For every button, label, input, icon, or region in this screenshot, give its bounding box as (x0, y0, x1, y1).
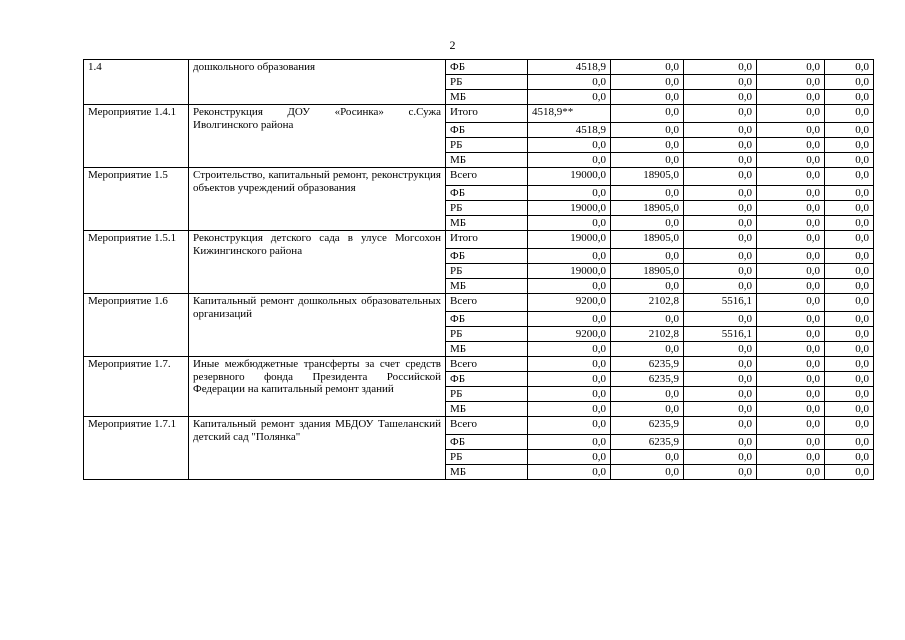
amount-cell-year-3: 0,0 (684, 435, 757, 450)
table-row (84, 417, 874, 435)
amount-cell-year-3: 0,0 (684, 357, 757, 372)
amount-cell-year-2: 0,0 (611, 153, 684, 168)
amount-cell-year-1: 0,0 (528, 312, 611, 327)
amount-cell-year-4: 0,0 (757, 249, 825, 264)
funding-source: МБ (446, 342, 528, 357)
amount-cell-year-1: 0,0 (528, 138, 611, 153)
amount-cell-year-3: 0,0 (684, 264, 757, 279)
measure-code: Мероприятие 1.5.1 (84, 231, 189, 294)
amount-cell-year-1: 0,0 (528, 435, 611, 450)
amount-cell-year-2: 2102,8 (611, 327, 684, 342)
budget-table (83, 59, 874, 480)
amount-cell-year-4: 0,0 (757, 402, 825, 417)
amount-cell-year-4: 0,0 (757, 312, 825, 327)
amount-cell-year-1: 0,0 (528, 342, 611, 357)
funding-source: РБ (446, 387, 528, 402)
amount-cell-year-4: 0,0 (757, 435, 825, 450)
amount-cell-year-3: 0,0 (684, 216, 757, 231)
amount-cell-year-3: 0,0 (684, 342, 757, 357)
amount-cell-year-5: 0,0 (825, 417, 874, 435)
amount-cell-year-3: 0,0 (684, 168, 757, 186)
amount-cell-year-4: 0,0 (757, 279, 825, 294)
amount-cell-year-4: 0,0 (757, 123, 825, 138)
measure-name: Реконструкция ДОУ «Росинка» с.Сужа Иволгинского района (189, 105, 446, 168)
amount-cell-year-2: 0,0 (611, 75, 684, 90)
amount-cell-year-5: 0,0 (825, 465, 874, 480)
amount-cell-year-5: 0,0 (825, 342, 874, 357)
measure-code: Мероприятие 1.7. (84, 357, 189, 417)
amount-cell-year-5: 0,0 (825, 312, 874, 327)
amount-cell-year-3: 5516,1 (684, 294, 757, 312)
amount-cell-year-3: 0,0 (684, 450, 757, 465)
amount-cell-year-5: 0,0 (825, 105, 874, 123)
amount-cell-year-2: 0,0 (611, 186, 684, 201)
funding-source: ФБ (446, 123, 528, 138)
amount-cell-year-2: 0,0 (611, 60, 684, 75)
amount-cell-year-4: 0,0 (757, 201, 825, 216)
amount-cell-year-4: 0,0 (757, 75, 825, 90)
amount-cell-year-3: 0,0 (684, 138, 757, 153)
amount-cell-year-3: 0,0 (684, 402, 757, 417)
amount-cell-year-5: 0,0 (825, 60, 874, 75)
amount-cell-year-1: 0,0 (528, 279, 611, 294)
funding-source: ФБ (446, 435, 528, 450)
amount-cell-year-1: 9200,0 (528, 294, 611, 312)
amount-cell-year-1: 4518,9 (528, 60, 611, 75)
amount-cell-year-5: 0,0 (825, 294, 874, 312)
amount-cell-year-5: 0,0 (825, 186, 874, 201)
amount-cell-year-3: 0,0 (684, 186, 757, 201)
amount-cell-year-3: 5516,1 (684, 327, 757, 342)
measure-name: Капитальный ремонт здания МБДОУ Ташеланский детский сад "Полянка" (189, 417, 446, 480)
measure-name: дошкольного образования (189, 60, 446, 105)
amount-cell-year-5: 0,0 (825, 123, 874, 138)
amount-cell-year-5: 0,0 (825, 75, 874, 90)
amount-cell-year-1: 0,0 (528, 465, 611, 480)
amount-cell-year-5: 0,0 (825, 153, 874, 168)
measure-code: 1.4 (84, 60, 189, 105)
amount-cell-year-5: 0,0 (825, 249, 874, 264)
funding-source: МБ (446, 402, 528, 417)
amount-cell-year-3: 0,0 (684, 372, 757, 387)
amount-cell-year-3: 0,0 (684, 387, 757, 402)
amount-cell-year-5: 0,0 (825, 450, 874, 465)
measure-name: Реконструкция детского сада в улусе Могсохон Кижингинского района (189, 231, 446, 294)
amount-cell-year-1: 9200,0 (528, 327, 611, 342)
amount-cell-year-4: 0,0 (757, 90, 825, 105)
amount-cell-year-1: 19000,0 (528, 231, 611, 249)
amount-cell-year-1: 0,0 (528, 216, 611, 231)
table-row (84, 357, 874, 372)
funding-source: Всего (446, 357, 528, 372)
amount-cell-year-2: 0,0 (611, 90, 684, 105)
funding-source: РБ (446, 327, 528, 342)
funding-source: МБ (446, 216, 528, 231)
funding-source: ФБ (446, 312, 528, 327)
amount-cell-year-3: 0,0 (684, 75, 757, 90)
amount-cell-year-5: 0,0 (825, 357, 874, 372)
amount-cell-year-5: 0,0 (825, 372, 874, 387)
amount-cell-year-5: 0,0 (825, 168, 874, 186)
amount-cell-year-2: 0,0 (611, 465, 684, 480)
amount-cell-year-4: 0,0 (757, 186, 825, 201)
amount-cell-year-1: 0,0 (528, 450, 611, 465)
amount-cell-year-3: 0,0 (684, 465, 757, 480)
amount-cell-year-3: 0,0 (684, 60, 757, 75)
amount-cell-year-4: 0,0 (757, 168, 825, 186)
amount-cell-year-1: 4518,9 (528, 123, 611, 138)
amount-cell-year-3: 0,0 (684, 279, 757, 294)
funding-source: РБ (446, 450, 528, 465)
amount-cell-year-5: 0,0 (825, 279, 874, 294)
amount-cell-year-2: 0,0 (611, 312, 684, 327)
funding-source: Всего (446, 294, 528, 312)
amount-cell-year-2: 0,0 (611, 249, 684, 264)
amount-cell-year-1: 19000,0 (528, 264, 611, 279)
amount-cell-year-2: 0,0 (611, 342, 684, 357)
amount-cell-year-1: 0,0 (528, 402, 611, 417)
funding-source: МБ (446, 90, 528, 105)
amount-cell-year-1: 19000,0 (528, 201, 611, 216)
funding-source: МБ (446, 465, 528, 480)
amount-cell-year-4: 0,0 (757, 138, 825, 153)
amount-cell-year-3: 0,0 (684, 312, 757, 327)
funding-source: ФБ (446, 372, 528, 387)
funding-source: Итого (446, 231, 528, 249)
amount-cell-year-1: 19000,0 (528, 168, 611, 186)
amount-cell-year-2: 6235,9 (611, 417, 684, 435)
amount-cell-year-1: 0,0 (528, 357, 611, 372)
amount-cell-year-4: 0,0 (757, 105, 825, 123)
amount-cell-year-4: 0,0 (757, 450, 825, 465)
funding-source: Всего (446, 168, 528, 186)
page-number: 2 (449, 38, 456, 52)
amount-cell-year-4: 0,0 (757, 231, 825, 249)
amount-cell-year-5: 0,0 (825, 201, 874, 216)
amount-cell-year-3: 0,0 (684, 201, 757, 216)
amount-cell-year-1: 0,0 (528, 417, 611, 435)
amount-cell-year-3: 0,0 (684, 90, 757, 105)
budget-table-body (84, 60, 874, 480)
amount-cell-year-1: 0,0 (528, 186, 611, 201)
amount-cell-year-4: 0,0 (757, 342, 825, 357)
amount-cell-year-5: 0,0 (825, 90, 874, 105)
funding-source: Всего (446, 417, 528, 435)
amount-cell-year-1: 4518,9** (528, 105, 611, 123)
funding-source: Итого (446, 105, 528, 123)
amount-cell-year-5: 0,0 (825, 138, 874, 153)
amount-cell-year-1: 0,0 (528, 387, 611, 402)
amount-cell-year-2: 6235,9 (611, 372, 684, 387)
funding-source: ФБ (446, 249, 528, 264)
amount-cell-year-5: 0,0 (825, 264, 874, 279)
amount-cell-year-2: 18905,0 (611, 231, 684, 249)
amount-cell-year-2: 6235,9 (611, 357, 684, 372)
amount-cell-year-2: 18905,0 (611, 264, 684, 279)
measure-code: Мероприятие 1.5 (84, 168, 189, 231)
funding-source: РБ (446, 201, 528, 216)
amount-cell-year-2: 18905,0 (611, 201, 684, 216)
amount-cell-year-1: 0,0 (528, 249, 611, 264)
table-row (84, 294, 874, 312)
amount-cell-year-1: 0,0 (528, 372, 611, 387)
amount-cell-year-3: 0,0 (684, 105, 757, 123)
funding-source: РБ (446, 264, 528, 279)
amount-cell-year-2: 0,0 (611, 402, 684, 417)
funding-source: МБ (446, 153, 528, 168)
amount-cell-year-4: 0,0 (757, 327, 825, 342)
amount-cell-year-4: 0,0 (757, 153, 825, 168)
amount-cell-year-2: 0,0 (611, 450, 684, 465)
amount-cell-year-2: 18905,0 (611, 168, 684, 186)
amount-cell-year-3: 0,0 (684, 231, 757, 249)
amount-cell-year-5: 0,0 (825, 387, 874, 402)
amount-cell-year-2: 2102,8 (611, 294, 684, 312)
amount-cell-year-3: 0,0 (684, 153, 757, 168)
table-row (84, 60, 874, 75)
amount-cell-year-1: 0,0 (528, 75, 611, 90)
amount-cell-year-5: 0,0 (825, 327, 874, 342)
measure-code: Мероприятие 1.6 (84, 294, 189, 357)
amount-cell-year-4: 0,0 (757, 216, 825, 231)
table-row (84, 105, 874, 123)
amount-cell-year-2: 0,0 (611, 387, 684, 402)
amount-cell-year-2: 6235,9 (611, 435, 684, 450)
funding-source: ФБ (446, 60, 528, 75)
funding-source: МБ (446, 279, 528, 294)
amount-cell-year-4: 0,0 (757, 417, 825, 435)
amount-cell-year-2: 0,0 (611, 105, 684, 123)
amount-cell-year-4: 0,0 (757, 60, 825, 75)
funding-source: ФБ (446, 186, 528, 201)
table-row (84, 231, 874, 249)
amount-cell-year-2: 0,0 (611, 138, 684, 153)
measure-name: Капитальный ремонт дошкольных образовательных организаций (189, 294, 446, 357)
amount-cell-year-5: 0,0 (825, 402, 874, 417)
amount-cell-year-2: 0,0 (611, 216, 684, 231)
amount-cell-year-4: 0,0 (757, 387, 825, 402)
amount-cell-year-3: 0,0 (684, 123, 757, 138)
amount-cell-year-3: 0,0 (684, 249, 757, 264)
amount-cell-year-5: 0,0 (825, 216, 874, 231)
amount-cell-year-3: 0,0 (684, 417, 757, 435)
measure-name: Строительство, капитальный ремонт, реконструкция объектов учреждений образования (189, 168, 446, 231)
amount-cell-year-4: 0,0 (757, 372, 825, 387)
amount-cell-year-4: 0,0 (757, 294, 825, 312)
amount-cell-year-1: 0,0 (528, 90, 611, 105)
amount-cell-year-2: 0,0 (611, 123, 684, 138)
amount-cell-year-1: 0,0 (528, 153, 611, 168)
funding-source: РБ (446, 75, 528, 90)
measure-code: Мероприятие 1.4.1 (84, 105, 189, 168)
amount-cell-year-4: 0,0 (757, 264, 825, 279)
funding-source: РБ (446, 138, 528, 153)
amount-cell-year-4: 0,0 (757, 357, 825, 372)
amount-cell-year-5: 0,0 (825, 231, 874, 249)
measure-code: Мероприятие 1.7.1 (84, 417, 189, 480)
measure-name: Иные межбюджетные трансферты за счет средств резервного фонда Президента Российской Федерации на капитальный ремонт зданий (189, 357, 446, 417)
table-row (84, 168, 874, 186)
amount-cell-year-2: 0,0 (611, 279, 684, 294)
amount-cell-year-5: 0,0 (825, 435, 874, 450)
amount-cell-year-4: 0,0 (757, 465, 825, 480)
